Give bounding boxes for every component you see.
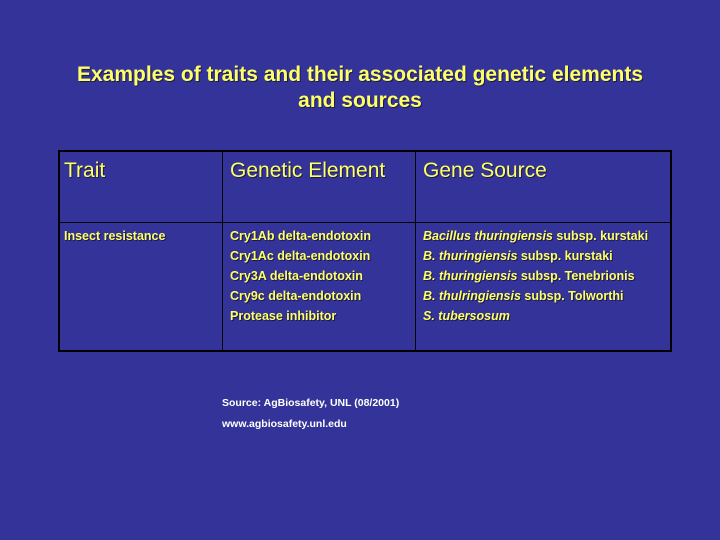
trait-cell (64, 226, 165, 246)
genetic-element-cell (230, 226, 371, 326)
gene-source-species: B. thuringiensis (423, 249, 518, 263)
trait-value: Insect resistance (64, 229, 166, 243)
gene-source-species: Bacillus thuringiensis (423, 229, 553, 243)
gene-source-subspecies: subsp. Tolworthi (520, 289, 624, 303)
source-note (222, 393, 399, 435)
gene-source-item (423, 306, 648, 326)
source-url: www.agbiosafety.unl.edu (222, 418, 347, 430)
gene-source-subspecies: subsp. kurstaki (517, 249, 613, 263)
gene-source-species: S. tubersosum (423, 309, 510, 323)
genetic-element-item: Cry1Ab delta-endotoxin (230, 229, 371, 243)
header-gene-source: Gene Source (423, 159, 547, 182)
header-divider (60, 222, 670, 223)
slide-title (0, 62, 720, 114)
gene-source-item (423, 286, 648, 306)
slide-title-line-2: and sources (298, 89, 422, 112)
column-divider-1 (222, 152, 223, 350)
gene-source-subspecies: subsp. Tenebrionis (517, 269, 635, 283)
genetic-element-item: Cry9c delta-endotoxin (230, 289, 362, 303)
slide-title-line-1: Examples of traits and their associated genetic elements (76, 63, 644, 86)
header-trait: Trait (64, 159, 106, 182)
gene-source-species: B. thulringiensis (423, 289, 521, 303)
genetic-element-item: Protease inhibitor (230, 309, 337, 323)
source-citation: Source: AgBiosafety, UNL (08/2001) (222, 397, 400, 409)
gene-source-item (423, 226, 648, 246)
genetic-element-item: Cry3A delta-endotoxin (230, 269, 363, 283)
header-genetic-element: Genetic Element (230, 159, 386, 182)
column-divider-2 (415, 152, 416, 350)
genetic-element-item: Cry1Ac delta-endotoxin (230, 249, 371, 263)
gene-source-cell (423, 226, 648, 326)
traits-table (58, 150, 672, 352)
gene-source-item (423, 266, 648, 286)
gene-source-species: B. thuringiensis (423, 269, 518, 283)
gene-source-item (423, 246, 648, 266)
gene-source-subspecies: subsp. kurstaki (552, 229, 649, 243)
